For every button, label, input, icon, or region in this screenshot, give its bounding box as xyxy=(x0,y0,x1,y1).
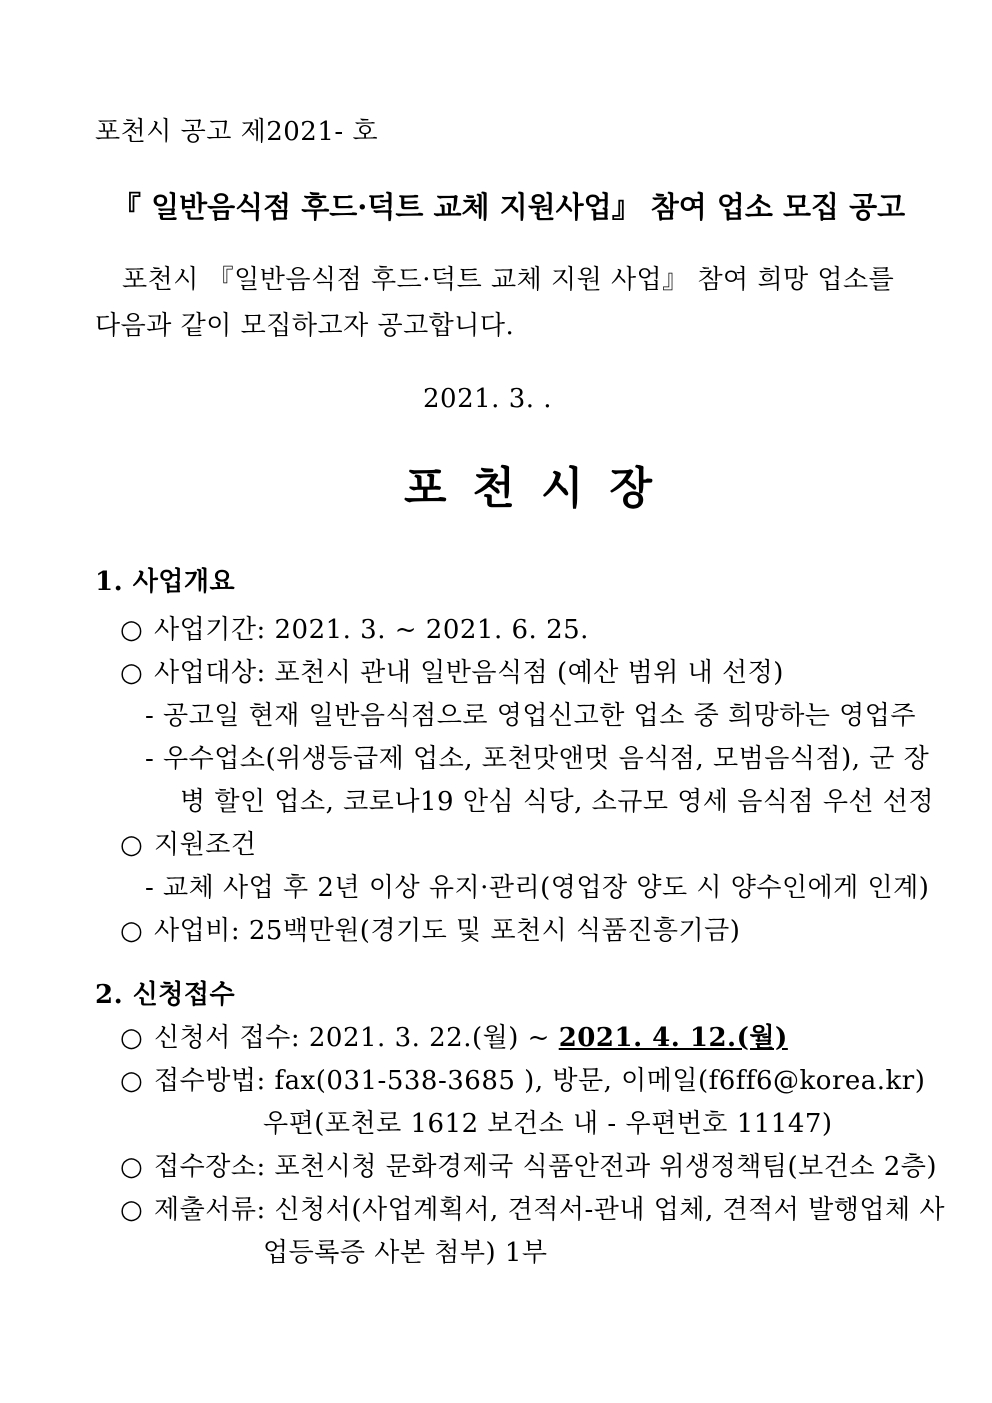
section-2-heading: 2. 신청접수 xyxy=(95,980,236,1010)
target-sub-1: - 공고일 현재 일반음식점으로 영업신고한 업소 중 희망하는 영업주 xyxy=(145,701,917,731)
bullet-circle-icon: ○ xyxy=(120,658,144,688)
list-item-place: ○ 접수장소: 포천시청 문화경제국 식품안전과 위생정책팀(보건소 2층) xyxy=(120,1152,938,1182)
list-item-budget: ○ 사업비: 25백만원(경기도 및 포천시 식품진흥기금) xyxy=(120,916,741,946)
bullet-circle-icon: ○ xyxy=(120,1152,144,1182)
bullet-circle-icon: ○ xyxy=(120,1023,144,1053)
target-sub-2a: - 우수업소(위생등급제 업소, 포천맛앤멋 음식점, 모범음식점), 군 장 xyxy=(145,744,930,774)
bullet-circle-icon: ○ xyxy=(120,615,144,645)
intro-line-2: 다음과 같이 모집하고자 공고합니다. xyxy=(95,311,515,341)
page-title: 『 일반음식점 후드·덕트 교체 지원사업』 참여 업소 모집 공고 xyxy=(112,190,906,224)
notice-date: 2021. 3. . xyxy=(423,384,553,414)
target-sub-2b: 병 할인 업소, 코로나19 안심 식당, 소규모 영세 음식점 우선 선정 xyxy=(180,787,935,817)
list-item-method: ○ 접수방법: fax(031-538-3685 ), 방문, 이메일(f6ff6@korea.kr) xyxy=(120,1066,926,1096)
bullet-circle-icon: ○ xyxy=(120,1195,144,1225)
bullet-circle-icon: ○ xyxy=(120,830,144,860)
application-deadline: 2021. 4. 12.(월) xyxy=(558,1023,788,1053)
list-item-target: ○ 사업대상: 포천시 관내 일반음식점 (예산 범위 내 선정) xyxy=(120,658,784,688)
section-1-heading: 1. 사업개요 xyxy=(95,567,236,597)
bullet-circle-icon: ○ xyxy=(120,916,144,946)
notice-number: 포천시 공고 제2021- 호 xyxy=(95,117,379,147)
intro-line-1: 포천시 『일반음식점 후드·덕트 교체 지원 사업』 참여 희망 업소를 xyxy=(122,265,895,295)
documents-line-2: 업등록증 사본 첨부) 1부 xyxy=(263,1238,548,1268)
bullet-circle-icon: ○ xyxy=(120,1066,144,1096)
list-item-documents: ○ 제출서류: 신청서(사업계획서, 견적서-관내 업체, 견적서 발행업체 사 xyxy=(120,1195,945,1225)
list-item-period: ○ 사업기간: 2021. 3. ~ 2021. 6. 25. xyxy=(120,615,589,645)
list-item-application: ○ 신청서 접수: 2021. 3. 22.(월) ~ 2021. 4. 12.(월) xyxy=(120,1023,788,1053)
condition-sub: - 교체 사업 후 2년 이상 유지·관리(영업장 양도 시 양수인에게 인계) xyxy=(145,873,930,903)
signer-name: 포천시장 xyxy=(404,463,679,514)
method-line-2: 우편(포천로 1612 보건소 내 - 우편번호 11147) xyxy=(263,1109,833,1139)
list-item-condition: ○ 지원조건 xyxy=(120,830,257,860)
